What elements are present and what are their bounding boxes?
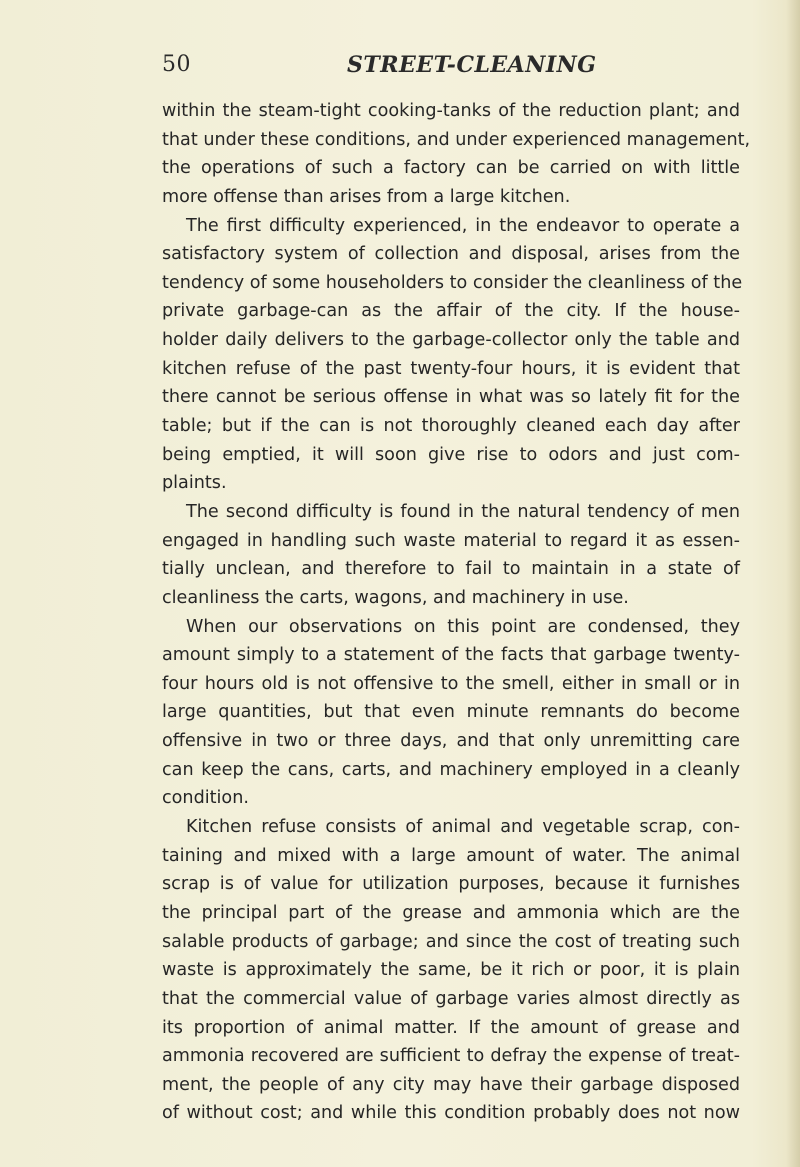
text-line: engaged in handling such waste material to regard it as essen- (162, 530, 740, 551)
text-line: can keep the cans, carts, and machinery employed in a cleanly (162, 759, 740, 780)
text-line: ment, the people of any city may have their garbage disposed (162, 1074, 740, 1095)
text-line: being emptied, it will soon give rise to odors and just com- (162, 444, 740, 465)
text-line: that under these conditions, and under experienced management, (162, 129, 751, 150)
text-line: of without cost; and while this condition probably does not now (162, 1103, 740, 1124)
page-header (162, 52, 740, 82)
page-edge-shadow (786, 0, 800, 1167)
running-head: STREET-CLEANING (347, 52, 597, 78)
text-line: tially unclean, and therefore to fail to maintain in a state of (162, 559, 740, 580)
text-line: four hours old is not offensive to the smell, either in small or in (162, 673, 740, 694)
text-line: When our observations on this point are condensed, they (186, 616, 740, 637)
text-line: large quantities, but that even minute remnants do become (162, 702, 740, 723)
text-line: ammonia recovered are sufficient to defray the expense of treat- (162, 1046, 740, 1067)
text-line: private garbage-can as the affair of the city. If the house- (162, 301, 740, 322)
text-line: that the commercial value of garbage varies almost directly as (162, 988, 740, 1009)
body-text (162, 97, 751, 1128)
page-number: 50 (162, 52, 191, 77)
text-line: amount simply to a statement of the facts that garbage twenty- (162, 645, 740, 666)
text-line: Kitchen refuse consists of animal and vegetable scrap, con- (186, 817, 740, 838)
text-line: offensive in two or three days, and that only unremitting care (162, 731, 740, 752)
text-line: the operations of such a factory can be carried on with little (162, 158, 740, 179)
text-line: cleanliness the carts, wagons, and machinery in use. (162, 587, 629, 608)
text-line: within the steam-tight cooking-tanks of the reduction plant; and (162, 101, 740, 121)
text-line: table; but if the can is not thoroughly cleaned each day after (162, 416, 740, 437)
text-line: taining and mixed with a large amount of water. The animal (162, 845, 740, 866)
text-line: condition. (162, 788, 249, 809)
text-line: more offense than arises from a large kitchen. (162, 186, 571, 207)
text-line: kitchen refuse of the past twenty-four hours, it is evident that (162, 358, 740, 379)
text-line: there cannot be serious offense in what was so lately fit for the (162, 387, 740, 408)
text-line: the principal part of the grease and ammonia which are the (162, 902, 740, 923)
text-line: plaints. (162, 473, 227, 494)
text-line: tendency of some householders to consider the cleanliness of the (162, 272, 743, 293)
text-line: its proportion of animal matter. If the amount of grease and (162, 1017, 740, 1038)
text-line: waste is approximately the same, be it rich or poor, it is plain (162, 960, 740, 981)
text-line: satisfactory system of collection and disposal, arises from the (162, 244, 740, 265)
text-line: The first difficulty experienced, in the endeavor to operate a (186, 215, 740, 236)
text-line: salable products of garbage; and since the cost of treating such (162, 931, 740, 952)
text-line: holder daily delivers to the garbage-collector only the table and (162, 330, 740, 351)
text-line: scrap is of value for utilization purposes, because it furnishes (162, 874, 740, 895)
text-line: The second difficulty is found in the natural tendency of men (186, 501, 740, 522)
